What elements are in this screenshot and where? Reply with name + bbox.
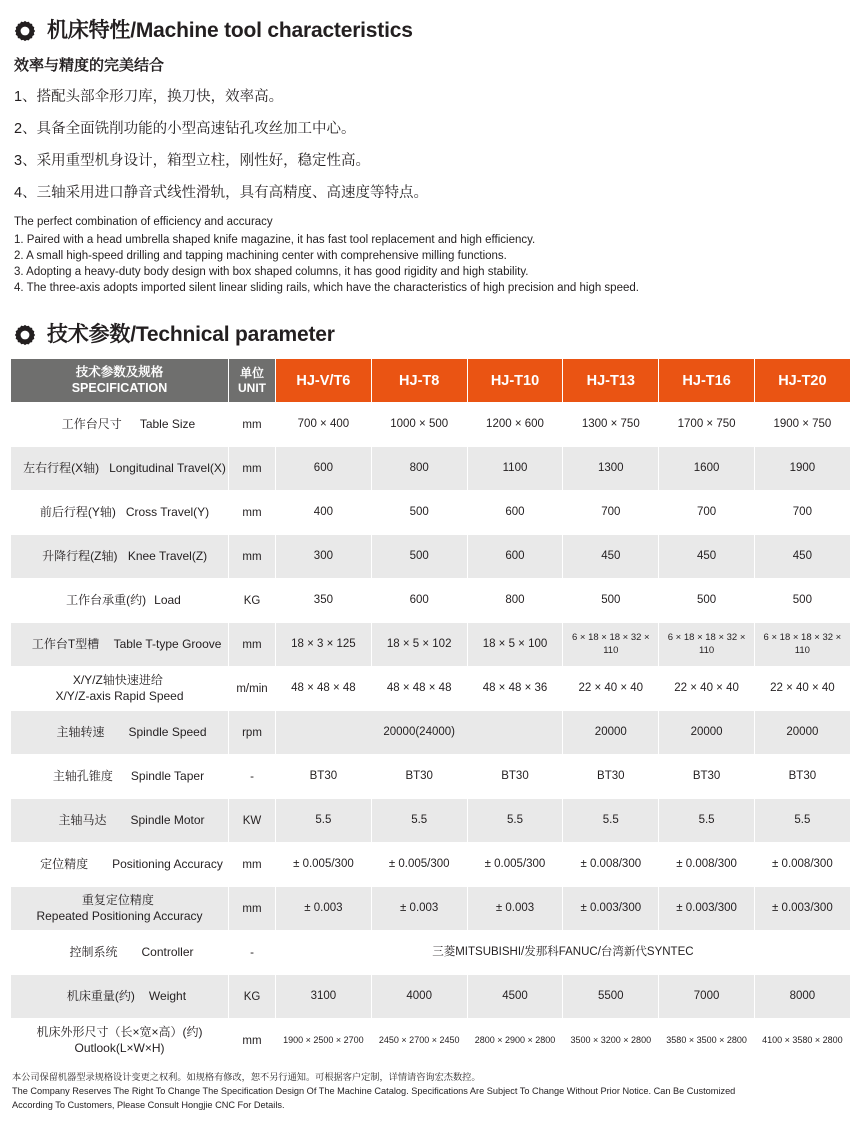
table-row — [11, 755, 851, 799]
cell-value: 5.5 — [659, 799, 755, 843]
row-label — [11, 887, 229, 931]
row-label-cn: 工作台尺寸 — [61, 416, 122, 431]
row-unit: KG — [229, 579, 276, 623]
row-unit: mm — [229, 491, 276, 535]
cell-value: 5500 — [563, 975, 659, 1019]
cell-value: 1600 — [659, 447, 755, 491]
row-label-en: Spindle Taper — [130, 768, 205, 783]
cell-value: 300 — [276, 535, 372, 579]
row-unit: mm — [229, 887, 276, 931]
row-label — [11, 711, 229, 755]
table-row — [11, 623, 851, 667]
machine-subtitle: 效率与精度的完美结合 — [14, 57, 165, 74]
cell-value: 700 — [563, 491, 659, 535]
header-model-5: HJ-T16 — [659, 359, 755, 403]
header-specification — [11, 359, 229, 403]
cell-value: 6 × 18 × 18 × 32 × 110 — [659, 623, 755, 667]
row-unit: mm — [229, 447, 276, 491]
cell-value: 5.5 — [754, 799, 850, 843]
cell-value: BT30 — [467, 755, 563, 799]
row-label-en: Longitudinal Travel(X) — [109, 460, 226, 475]
machine-cn-item-2: 2、具备全面铣削功能的小型高速钻孔攻丝加工中心。 — [14, 121, 356, 137]
row-label — [11, 535, 229, 579]
row-unit: mm — [229, 623, 276, 667]
cell-value: 3500 × 3200 × 2800 — [563, 1019, 659, 1063]
row-label-en: Knee Travel(Z) — [127, 548, 208, 563]
row-label-cn: 升降行程(Z轴) — [42, 548, 118, 563]
cell-value: 20000 — [754, 711, 850, 755]
cell-value: 450 — [563, 535, 659, 579]
cell-value: ± 0.005/300 — [276, 843, 372, 887]
section-spacer — [10, 298, 850, 316]
row-label-cn: 主轴转速 — [56, 724, 105, 739]
row-label-en: Table Size — [139, 416, 196, 431]
cell-value: 3580 × 3500 × 2800 — [659, 1019, 755, 1063]
row-unit: mm — [229, 843, 276, 887]
cell-value: 2450 × 2700 × 2450 — [371, 1019, 467, 1063]
cell-value: 500 — [563, 579, 659, 623]
header-model-1: HJ-V/T6 — [276, 359, 372, 403]
cell-value: BT30 — [276, 755, 372, 799]
row-label-en: Load — [154, 592, 181, 607]
row-unit: KG — [229, 975, 276, 1019]
table-body — [11, 403, 851, 1063]
cell-value: 18 × 3 × 125 — [276, 623, 372, 667]
table-row — [11, 447, 851, 491]
row-label-cn: 主轴孔锥度 — [52, 768, 113, 783]
cell-value: 6 × 18 × 18 × 32 × 110 — [563, 623, 659, 667]
row-label — [11, 1019, 229, 1063]
table-row — [11, 1019, 851, 1063]
row-label-cn: 前后行程(Y轴) — [39, 504, 116, 519]
row-label — [11, 491, 229, 535]
cell-value: ± 0.003 — [467, 887, 563, 931]
cell-value: ± 0.003/300 — [659, 887, 755, 931]
row-label-cn: 重复定位精度 — [81, 892, 154, 907]
table-row — [11, 579, 851, 623]
cell-value: 20000 — [659, 711, 755, 755]
cell-value: 600 — [276, 447, 372, 491]
table-row — [11, 711, 851, 755]
row-label-en: Spindle Speed — [128, 724, 207, 739]
table-row — [11, 667, 851, 711]
cell-value: 500 — [371, 535, 467, 579]
row-label — [11, 755, 229, 799]
footer-disclaimer — [12, 1071, 850, 1112]
row-unit: mm — [229, 535, 276, 579]
row-unit: - — [229, 931, 276, 975]
table-row — [11, 975, 851, 1019]
table-row — [11, 799, 851, 843]
row-label-en: Cross Travel(Y) — [125, 504, 210, 519]
cell-value-merged: 三菱MITSUBISHI/发那科FANUC/台湾新代SYNTEC — [276, 931, 851, 975]
cell-value: 8000 — [754, 975, 850, 1019]
cell-value: 48 × 48 × 48 — [276, 667, 372, 711]
row-label-en: Weight — [148, 988, 187, 1003]
row-label-cn: 控制系统 — [69, 944, 118, 959]
cell-value: 6 × 18 × 18 × 32 × 110 — [754, 623, 850, 667]
row-label-cn: 工作台承重(约) — [66, 592, 147, 607]
specification-table — [10, 358, 851, 1063]
table-row — [11, 403, 851, 447]
cell-value: 48 × 48 × 48 — [371, 667, 467, 711]
machine-en-head: The perfect combination of efficiency and accuracy — [14, 216, 273, 228]
cell-value: 450 — [754, 535, 850, 579]
cell-value: 18 × 5 × 100 — [467, 623, 563, 667]
row-label — [11, 799, 229, 843]
table-header — [11, 359, 851, 403]
cell-value: 20000 — [563, 711, 659, 755]
cell-value: 1200 × 600 — [467, 403, 563, 447]
row-label-en: Spindle Motor — [130, 812, 205, 827]
machine-cn-item-3: 3、采用重型机身设计，箱型立柱，刚性好，稳定性高。 — [14, 153, 371, 169]
cell-value: ± 0.003/300 — [563, 887, 659, 931]
cell-value: BT30 — [754, 755, 850, 799]
cell-value: 1300 — [563, 447, 659, 491]
cell-value: 500 — [659, 579, 755, 623]
cell-value: 5.5 — [563, 799, 659, 843]
header-unit-cn: 单位 — [239, 365, 264, 380]
row-label-en: Table T-type Groove — [113, 636, 222, 651]
cell-value: 4000 — [371, 975, 467, 1019]
cell-value: 3100 — [276, 975, 372, 1019]
footer-cn: 本公司保留机器型录规格设计变更之权利。如规格有修改，恕不另行通知。可根据客户定制，详情请咨询宏杰数控。 — [12, 1072, 481, 1082]
row-label-cn: 机床外形尺寸（长×宽×高）(约) — [36, 1024, 203, 1039]
cell-value: 1900 — [754, 447, 850, 491]
row-label — [11, 623, 229, 667]
header-model-4: HJ-T13 — [563, 359, 659, 403]
cell-value: 700 × 400 — [276, 403, 372, 447]
footer-en-line-2: According To Customers, Please Consult Hongjie CNC For Details. — [12, 1099, 285, 1110]
row-label — [11, 975, 229, 1019]
row-label — [11, 931, 229, 975]
gear-icon — [12, 322, 38, 348]
row-label-en: X/Y/Z-axis Rapid Speed — [55, 688, 184, 703]
row-label-cn: X/Y/Z轴快速进给 — [72, 672, 163, 687]
cell-value: BT30 — [563, 755, 659, 799]
row-label-en: Positioning Accuracy — [112, 856, 223, 871]
cell-value-merged: 20000(24000) — [276, 711, 563, 755]
section-title: 技术参数/Technical parameter — [47, 323, 335, 347]
cell-value: ± 0.008/300 — [659, 843, 755, 887]
cell-value: 5.5 — [467, 799, 563, 843]
cell-value: 4500 — [467, 975, 563, 1019]
cell-value: BT30 — [659, 755, 755, 799]
row-label-cn: 工作台T型槽 — [31, 636, 100, 651]
cell-value: 22 × 40 × 40 — [754, 667, 850, 711]
cell-value: 1100 — [467, 447, 563, 491]
cell-value: 2800 × 2900 × 2800 — [467, 1019, 563, 1063]
row-unit: mm — [229, 403, 276, 447]
footer-en-line-1: The Company Reserves The Right To Change The Specification Design Of The Machine Catalog. Specifications Are Subject To Change Without Prior Notice. Can Be Customized — [12, 1086, 736, 1097]
machine-characteristics-heading — [12, 18, 850, 44]
row-label-cn: 主轴马达 — [58, 812, 107, 827]
cell-value: 800 — [371, 447, 467, 491]
row-unit: m/min — [229, 667, 276, 711]
cell-value: ± 0.003/300 — [754, 887, 850, 931]
row-label — [11, 447, 229, 491]
cell-value: 22 × 40 × 40 — [659, 667, 755, 711]
section-title: 机床特性/Machine tool characteristics — [47, 19, 413, 43]
cell-value: 5.5 — [276, 799, 372, 843]
cell-value: BT30 — [371, 755, 467, 799]
cell-value: 1300 × 750 — [563, 403, 659, 447]
row-label — [11, 579, 229, 623]
machine-cn-item-4: 4、三轴采用进口静音式线性滑轨，具有高精度、高速度等特点。 — [14, 185, 429, 201]
row-unit: rpm — [229, 711, 276, 755]
cell-value: ± 0.003 — [276, 887, 372, 931]
cell-value: ± 0.005/300 — [467, 843, 563, 887]
machine-en-item-3: 3. Adopting a heavy-duty body design with box shaped columns, it has good rigidity and high stability. — [14, 266, 529, 278]
row-label — [11, 667, 229, 711]
row-label — [11, 843, 229, 887]
cell-value: 700 — [754, 491, 850, 535]
table-row — [11, 843, 851, 887]
row-label-en: Outlook(L×W×H) — [74, 1040, 165, 1055]
cell-value: ± 0.005/300 — [371, 843, 467, 887]
cell-value: 1900 × 750 — [754, 403, 850, 447]
cell-value: 400 — [276, 491, 372, 535]
header-unit — [229, 359, 276, 403]
cell-value: 18 × 5 × 102 — [371, 623, 467, 667]
table-row — [11, 535, 851, 579]
cell-value: 22 × 40 × 40 — [563, 667, 659, 711]
cell-value: 600 — [467, 535, 563, 579]
technical-parameter-heading — [12, 322, 850, 348]
cell-value: 800 — [467, 579, 563, 623]
cell-value: ± 0.008/300 — [563, 843, 659, 887]
cell-value: ± 0.003 — [371, 887, 467, 931]
header-specification-cn: 技术参数及规格 — [75, 364, 164, 379]
machine-en-item-2: 2. A small high-speed drilling and tapping machining center with comprehensive milling functions. — [14, 250, 507, 262]
header-specification-en: SPECIFICATION — [71, 380, 168, 395]
row-unit: - — [229, 755, 276, 799]
table-row — [11, 491, 851, 535]
cell-value: 1000 × 500 — [371, 403, 467, 447]
cell-value: 5.5 — [371, 799, 467, 843]
cell-value: 500 — [371, 491, 467, 535]
row-label-cn: 机床重量(约) — [66, 988, 135, 1003]
gear-icon — [12, 18, 38, 44]
cell-value: 600 — [371, 579, 467, 623]
header-model-2: HJ-T8 — [371, 359, 467, 403]
row-label-cn: 定位精度 — [40, 856, 89, 871]
row-label-en: Controller — [141, 944, 194, 959]
cell-value: 4100 × 3580 × 2800 — [754, 1019, 850, 1063]
cell-value: 700 — [659, 491, 755, 535]
cell-value: 500 — [754, 579, 850, 623]
machine-cn-item-1: 1、搭配头部伞形刀库，换刀快，效率高。 — [14, 89, 284, 105]
row-label-cn: 左右行程(X轴) — [23, 460, 100, 475]
cell-value: 48 × 48 × 36 — [467, 667, 563, 711]
row-unit: KW — [229, 799, 276, 843]
row-unit: mm — [229, 1019, 276, 1063]
machine-en-item-4: 4. The three-axis adopts imported silent linear sliding rails, which have the characteristics of high precision and high speed. — [14, 282, 639, 294]
header-unit-en: UNIT — [238, 380, 266, 395]
cell-value: 1900 × 2500 × 2700 — [276, 1019, 372, 1063]
cell-value: 1700 × 750 — [659, 403, 755, 447]
table-row — [11, 931, 851, 975]
machine-en-item-1: 1. Paired with a head umbrella shaped knife magazine, it has fast tool replacement and high efficiency. — [14, 234, 536, 246]
cell-value: 7000 — [659, 975, 755, 1019]
cell-value: ± 0.008/300 — [754, 843, 850, 887]
cell-value: 450 — [659, 535, 755, 579]
row-label — [11, 403, 229, 447]
header-model-3: HJ-T10 — [467, 359, 563, 403]
header-model-6: HJ-T20 — [754, 359, 850, 403]
cell-value: 350 — [276, 579, 372, 623]
cell-value: 600 — [467, 491, 563, 535]
table-row — [11, 887, 851, 931]
row-label-en: Repeated Positioning Accuracy — [36, 908, 203, 923]
